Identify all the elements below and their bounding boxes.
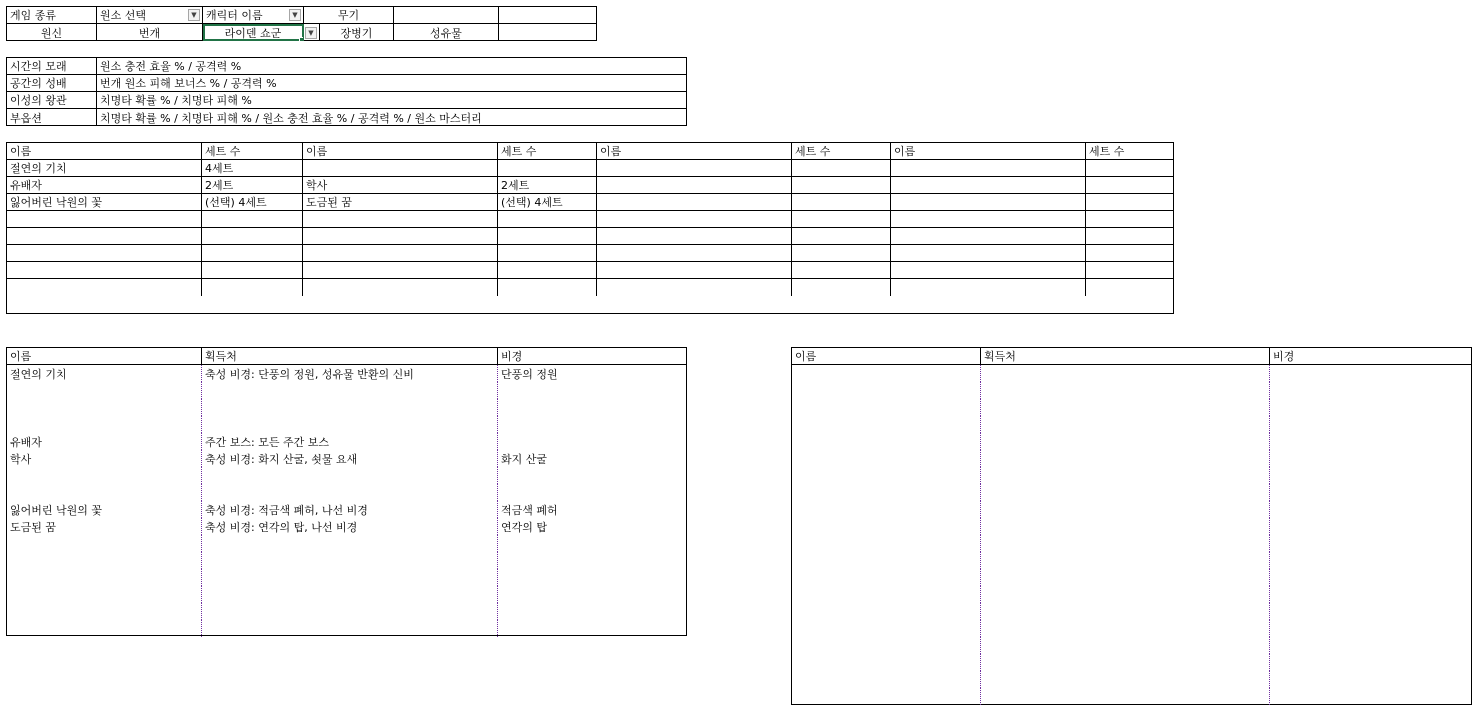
- set-name-cell[interactable]: [303, 262, 498, 278]
- header-cell-empty[interactable]: [394, 7, 499, 23]
- set-name-cell[interactable]: [7, 211, 202, 227]
- source-location-cell[interactable]: [981, 671, 1270, 688]
- set-count-cell[interactable]: [202, 228, 303, 244]
- set-count-cell[interactable]: [792, 279, 891, 296]
- source-name-cell[interactable]: [792, 382, 981, 399]
- source-domain-cell[interactable]: [1270, 552, 1471, 569]
- set-name-cell[interactable]: [303, 160, 498, 176]
- set-name-cell[interactable]: [891, 211, 1086, 227]
- source-name-cell[interactable]: [7, 603, 202, 620]
- source-domain-cell[interactable]: 연각의 탑: [501, 520, 548, 534]
- source-location-cell[interactable]: [981, 501, 1270, 518]
- sources-row: [792, 518, 1471, 535]
- sets-row: [7, 228, 1173, 245]
- source-domain-cell[interactable]: [498, 467, 686, 484]
- sources-header-cell: 비경: [1273, 350, 1295, 363]
- sources-row: [792, 688, 1471, 705]
- source-domain-cell[interactable]: [1270, 382, 1471, 399]
- set-name-cell[interactable]: [891, 228, 1086, 244]
- source-location-cell[interactable]: [981, 688, 1270, 705]
- sources-row: [792, 365, 1471, 382]
- sources-row: [792, 399, 1471, 416]
- stat-slot-value[interactable]: 원소 충전 효율 % / 공격력 %: [100, 60, 242, 73]
- sources-row: [792, 535, 1471, 552]
- source-name-cell[interactable]: 절연의 기치: [7, 365, 202, 382]
- source-domain-cell[interactable]: [1270, 467, 1471, 484]
- source-domain-cell[interactable]: [1270, 450, 1471, 467]
- set-count-cell[interactable]: (선택) 4세트: [202, 194, 303, 210]
- character-name-value[interactable]: [203, 24, 304, 41]
- source-domain-cell[interactable]: [1270, 518, 1471, 535]
- source-domain-cell[interactable]: [498, 586, 686, 603]
- sources-row: [7, 552, 686, 569]
- sources-row: [792, 552, 1471, 569]
- source-name-cell[interactable]: [792, 637, 981, 654]
- stat-slot-value[interactable]: 치명타 확률 % / 치명타 피해 % / 원소 충전 효율 % / 공격력 % / 원소 마스터리: [100, 111, 482, 125]
- source-domain-cell[interactable]: [498, 620, 686, 637]
- source-name-cell[interactable]: [792, 416, 981, 433]
- set-name-cell[interactable]: [303, 279, 498, 296]
- source-name-cell[interactable]: [792, 535, 981, 552]
- sources-row: [792, 603, 1471, 620]
- main-stats-table: [6, 57, 687, 126]
- sources-row: [792, 569, 1471, 586]
- set-count-cell[interactable]: 2세트: [498, 177, 597, 193]
- set-count-cell[interactable]: 4세트: [202, 160, 303, 176]
- sets-header-cell: 세트 수: [498, 143, 597, 159]
- source-name-cell[interactable]: [7, 586, 202, 603]
- set-count-cell[interactable]: [498, 279, 597, 296]
- source-name-cell[interactable]: [792, 399, 981, 416]
- sets-header-cell: 세트 수: [202, 143, 303, 159]
- source-domain-cell[interactable]: [498, 535, 686, 552]
- source-name-cell[interactable]: [7, 382, 202, 399]
- set-name-cell[interactable]: [891, 177, 1086, 193]
- source-domain-cell[interactable]: [1270, 586, 1471, 603]
- sources-row: [7, 586, 686, 603]
- source-location-cell[interactable]: [202, 484, 498, 501]
- source-location-cell[interactable]: [981, 484, 1270, 501]
- source-name-cell[interactable]: [792, 501, 981, 518]
- source-location-cell[interactable]: [202, 382, 498, 399]
- set-count-cell[interactable]: (선택) 4세트: [498, 194, 597, 210]
- source-domain-cell[interactable]: [1270, 433, 1471, 450]
- source-name-cell[interactable]: [7, 552, 202, 569]
- stat-slot-name: 이성의 왕관: [7, 92, 97, 108]
- set-count-cell[interactable]: [1086, 177, 1173, 193]
- set-count-cell[interactable]: [792, 194, 891, 210]
- source-domain-cell[interactable]: [1270, 501, 1471, 518]
- set-count-cell[interactable]: [792, 177, 891, 193]
- set-name-cell[interactable]: [597, 160, 792, 176]
- set-count-cell[interactable]: [1086, 194, 1173, 210]
- source-location-cell[interactable]: 축성 비경: 단풍의 정원, 성유물 반환의 신비: [202, 365, 498, 382]
- source-location-cell[interactable]: [981, 365, 1270, 382]
- sources-header-cell: 획득처: [202, 348, 498, 364]
- sets-row: [7, 194, 1173, 211]
- set-name-cell[interactable]: [597, 262, 792, 278]
- set-name-cell[interactable]: [597, 177, 792, 193]
- source-domain-cell[interactable]: [1270, 416, 1471, 433]
- sources-row: [7, 484, 686, 501]
- source-name-cell[interactable]: [792, 484, 981, 501]
- sources-row: [792, 450, 1471, 467]
- source-location-cell[interactable]: [981, 382, 1270, 399]
- source-name-cell[interactable]: [792, 586, 981, 603]
- sources-row: [792, 416, 1471, 433]
- set-count-cell[interactable]: [202, 279, 303, 296]
- sets-row: [7, 160, 1173, 177]
- character-name-text: 라이덴 쇼군: [224, 26, 282, 40]
- source-location-cell[interactable]: 축성 비경: 연각의 탑, 나선 비경: [202, 518, 498, 535]
- set-name-cell[interactable]: [303, 228, 498, 244]
- sources-header-cell: 이름: [7, 348, 202, 364]
- set-name-cell[interactable]: 잃어버린 낙원의 꽃: [7, 194, 202, 210]
- source-location-cell[interactable]: [202, 467, 498, 484]
- set-name-cell[interactable]: [303, 211, 498, 227]
- source-name-cell[interactable]: [7, 467, 202, 484]
- source-name-cell[interactable]: [792, 654, 981, 671]
- set-count-cell[interactable]: 2세트: [202, 177, 303, 193]
- set-name-cell[interactable]: [891, 194, 1086, 210]
- set-count-cell[interactable]: [498, 211, 597, 227]
- source-name-cell[interactable]: [7, 399, 202, 416]
- set-name-cell[interactable]: 학사: [303, 177, 498, 193]
- set-count-cell[interactable]: [792, 228, 891, 244]
- set-count-cell[interactable]: [498, 160, 597, 176]
- source-location-cell[interactable]: 주간 보스: 모든 주간 보스: [202, 433, 498, 450]
- source-location-cell[interactable]: [981, 416, 1270, 433]
- set-count-cell[interactable]: [498, 245, 597, 261]
- set-name-cell[interactable]: [597, 211, 792, 227]
- dropdown-arrow-icon[interactable]: ▼: [188, 9, 200, 21]
- source-location-cell[interactable]: [981, 433, 1270, 450]
- source-location-cell[interactable]: [981, 620, 1270, 637]
- weapon-value[interactable]: 장병기: [320, 24, 394, 41]
- source-domain-cell[interactable]: [498, 603, 686, 620]
- sets-header-cell: 이름: [891, 143, 1086, 159]
- source-domain-cell[interactable]: [1270, 399, 1471, 416]
- set-count-cell[interactable]: [202, 211, 303, 227]
- set-count-cell[interactable]: [202, 245, 303, 261]
- sources-header-row: [792, 348, 1471, 365]
- set-count-cell[interactable]: [1086, 228, 1173, 244]
- sources-row: [7, 620, 686, 637]
- source-domain-cell[interactable]: [498, 416, 686, 433]
- set-name-cell[interactable]: [7, 279, 202, 296]
- source-location-cell[interactable]: [202, 586, 498, 603]
- source-location-cell[interactable]: [981, 399, 1270, 416]
- set-name-cell[interactable]: [597, 228, 792, 244]
- stat-row: [7, 58, 686, 75]
- source-domain-cell[interactable]: [1270, 535, 1471, 552]
- source-domain-cell[interactable]: 단풍의 정원: [501, 367, 558, 381]
- source-name-cell[interactable]: [792, 518, 981, 535]
- source-location-cell[interactable]: [202, 535, 498, 552]
- set-name-cell[interactable]: [891, 279, 1086, 296]
- dropdown-arrow-icon[interactable]: ▼: [305, 27, 317, 39]
- sets-row: [7, 279, 1173, 296]
- source-domain-cell[interactable]: 적금색 폐허: [501, 503, 558, 517]
- character-name-dropdown[interactable]: [203, 7, 304, 23]
- set-count-cell[interactable]: [1086, 245, 1173, 261]
- source-name-cell[interactable]: [792, 688, 981, 705]
- source-name-cell[interactable]: 잃어버린 낙원의 꽃: [7, 501, 202, 518]
- source-location-cell[interactable]: [981, 450, 1270, 467]
- set-name-cell[interactable]: 도금된 꿈: [303, 194, 498, 210]
- sources-row: [7, 365, 686, 382]
- source-domain-cell[interactable]: [1270, 620, 1471, 637]
- fill-handle[interactable]: [299, 37, 304, 41]
- sources-row: [7, 450, 686, 467]
- set-count-cell[interactable]: [1086, 279, 1173, 296]
- source-location-cell[interactable]: [981, 467, 1270, 484]
- sets-header-cell: 이름: [597, 143, 792, 159]
- sources-row: [792, 467, 1471, 484]
- sources-row: [792, 433, 1471, 450]
- header-table: [6, 6, 597, 41]
- sets-row: [7, 245, 1173, 262]
- sources-row: [792, 671, 1471, 688]
- stat-row: [7, 75, 686, 92]
- source-name-cell[interactable]: [7, 416, 202, 433]
- source-domain-cell[interactable]: [1270, 484, 1471, 501]
- source-name-cell[interactable]: [792, 671, 981, 688]
- source-location-cell[interactable]: [202, 552, 498, 569]
- stat-slot-value[interactable]: 번개 원소 피해 보너스 % / 공격력 %: [100, 77, 277, 90]
- header-row-1: [7, 7, 596, 24]
- set-name-cell[interactable]: 절연의 기치: [7, 160, 202, 176]
- sets-header-cell: 이름: [7, 143, 202, 159]
- source-domain-cell[interactable]: [1270, 637, 1471, 654]
- source-location-cell[interactable]: [981, 569, 1270, 586]
- set-count-cell[interactable]: [792, 211, 891, 227]
- source-name-cell[interactable]: [792, 365, 981, 382]
- header-row-2: [7, 24, 596, 41]
- set-name-cell[interactable]: [891, 160, 1086, 176]
- source-location-cell[interactable]: [202, 569, 498, 586]
- weapon-label: 무기: [304, 7, 394, 23]
- sources-row: [7, 433, 686, 450]
- set-name-cell[interactable]: 유배자: [7, 177, 202, 193]
- set-name-cell[interactable]: [597, 245, 792, 261]
- sources-row: [7, 382, 686, 399]
- source-domain-cell[interactable]: [1270, 569, 1471, 586]
- set-name-cell[interactable]: [891, 262, 1086, 278]
- sets-header-cell: 세트 수: [792, 143, 891, 159]
- source-location-cell[interactable]: [202, 399, 498, 416]
- source-name-cell[interactable]: [7, 620, 202, 637]
- sets-header-cell: 세트 수: [1089, 145, 1125, 158]
- source-name-cell[interactable]: [792, 620, 981, 637]
- source-domain-cell[interactable]: [498, 484, 686, 501]
- dropdown-arrow-icon[interactable]: ▼: [289, 9, 301, 21]
- set-count-cell[interactable]: [1086, 211, 1173, 227]
- source-location-cell[interactable]: [981, 552, 1270, 569]
- source-name-cell[interactable]: [792, 450, 981, 467]
- source-domain-cell[interactable]: [498, 552, 686, 569]
- element-select-dropdown[interactable]: [97, 7, 203, 23]
- source-name-cell[interactable]: 도금된 꿈: [7, 518, 202, 535]
- source-domain-cell[interactable]: 화지 산굴: [501, 452, 548, 466]
- stat-slot-name: 공간의 성배: [7, 75, 97, 91]
- set-name-cell[interactable]: [7, 262, 202, 278]
- source-name-cell[interactable]: [792, 552, 981, 569]
- set-count-cell[interactable]: [1086, 262, 1173, 278]
- source-name-cell[interactable]: [792, 569, 981, 586]
- source-location-cell[interactable]: [981, 535, 1270, 552]
- source-name-cell[interactable]: [7, 535, 202, 552]
- sources-row: [7, 518, 686, 535]
- source-name-cell[interactable]: [7, 484, 202, 501]
- artifact-label[interactable]: 성유물: [394, 24, 499, 41]
- source-name-cell[interactable]: 유배자: [7, 433, 202, 450]
- sources-row: [7, 467, 686, 484]
- stat-row: [7, 92, 686, 109]
- set-name-cell[interactable]: [7, 228, 202, 244]
- set-count-cell[interactable]: [1086, 160, 1173, 176]
- sources-row: [792, 654, 1471, 671]
- sets-row: [7, 177, 1173, 194]
- artifact-sets-table: [6, 142, 1174, 314]
- source-domain-cell[interactable]: [1270, 603, 1471, 620]
- set-name-cell[interactable]: [597, 194, 792, 210]
- sources-row: [792, 586, 1471, 603]
- source-domain-cell[interactable]: [1270, 688, 1471, 705]
- artifact-sources-table-left: [6, 347, 687, 636]
- sources-row: [7, 399, 686, 416]
- sets-row: [7, 262, 1173, 279]
- sources-row: [792, 484, 1471, 501]
- sources-header-cell: 비경: [501, 350, 523, 363]
- sources-header-row: [7, 348, 686, 365]
- element-select-label: 원소 선택: [100, 9, 147, 22]
- character-name-label: 캐릭터 이름: [206, 9, 263, 22]
- source-domain-cell[interactable]: [498, 433, 686, 450]
- game-type-value[interactable]: 원신: [7, 24, 97, 41]
- source-location-cell[interactable]: [981, 603, 1270, 620]
- sources-row: [7, 501, 686, 518]
- source-location-cell[interactable]: [202, 620, 498, 637]
- sources-header-cell: 획득처: [981, 348, 1270, 364]
- sources-row: [7, 603, 686, 620]
- stat-slot-name: 시간의 모래: [7, 58, 97, 74]
- set-name-cell[interactable]: [597, 279, 792, 296]
- source-name-cell[interactable]: [792, 467, 981, 484]
- sets-header-row: [7, 143, 1173, 160]
- set-count-cell[interactable]: [498, 228, 597, 244]
- source-location-cell[interactable]: [981, 637, 1270, 654]
- source-location-cell[interactable]: [981, 518, 1270, 535]
- source-location-cell[interactable]: [981, 654, 1270, 671]
- source-location-cell[interactable]: [202, 603, 498, 620]
- sources-row: [7, 416, 686, 433]
- source-domain-cell[interactable]: [1270, 654, 1471, 671]
- source-domain-cell[interactable]: [1270, 365, 1471, 382]
- sources-row: [7, 569, 686, 586]
- source-domain-cell[interactable]: [498, 382, 686, 399]
- set-count-cell[interactable]: [792, 160, 891, 176]
- element-value[interactable]: 번개: [97, 24, 203, 41]
- sources-row: [792, 382, 1471, 399]
- set-count-cell[interactable]: [792, 245, 891, 261]
- stat-row: [7, 109, 686, 126]
- source-domain-cell[interactable]: [498, 399, 686, 416]
- source-domain-cell[interactable]: [498, 569, 686, 586]
- header-cell-empty[interactable]: [499, 7, 596, 23]
- stat-slot-value[interactable]: 치명타 확률 % / 치명타 피해 %: [100, 94, 252, 107]
- sources-row: [792, 501, 1471, 518]
- source-location-cell[interactable]: [202, 416, 498, 433]
- source-name-cell[interactable]: [792, 603, 981, 620]
- character-dropdown-cell[interactable]: [304, 24, 320, 41]
- source-domain-cell[interactable]: [1270, 671, 1471, 688]
- stat-slot-name: 부옵션: [7, 109, 97, 126]
- set-name-cell[interactable]: [7, 245, 202, 261]
- sets-header-cell: 이름: [303, 143, 498, 159]
- sources-row: [792, 637, 1471, 654]
- sources-row: [7, 535, 686, 552]
- source-location-cell[interactable]: 축성 비경: 적금색 폐허, 나선 비경: [202, 501, 498, 518]
- source-name-cell[interactable]: 학사: [7, 450, 202, 467]
- set-count-cell[interactable]: [202, 262, 303, 278]
- source-location-cell[interactable]: [981, 586, 1270, 603]
- set-count-cell[interactable]: [792, 262, 891, 278]
- source-location-cell[interactable]: 축성 비경: 화지 산굴, 쇳물 요새: [202, 450, 498, 467]
- artifact-sources-table-right: [791, 347, 1472, 705]
- source-name-cell[interactable]: [7, 569, 202, 586]
- source-name-cell[interactable]: [792, 433, 981, 450]
- sources-row: [792, 620, 1471, 637]
- set-name-cell[interactable]: [303, 245, 498, 261]
- game-type-label: 게임 종류: [7, 7, 97, 23]
- set-name-cell[interactable]: [891, 245, 1086, 261]
- set-count-cell[interactable]: [498, 262, 597, 278]
- header-cell-empty[interactable]: [499, 24, 596, 41]
- sources-header-cell: 이름: [792, 348, 981, 364]
- sets-row: [7, 211, 1173, 228]
